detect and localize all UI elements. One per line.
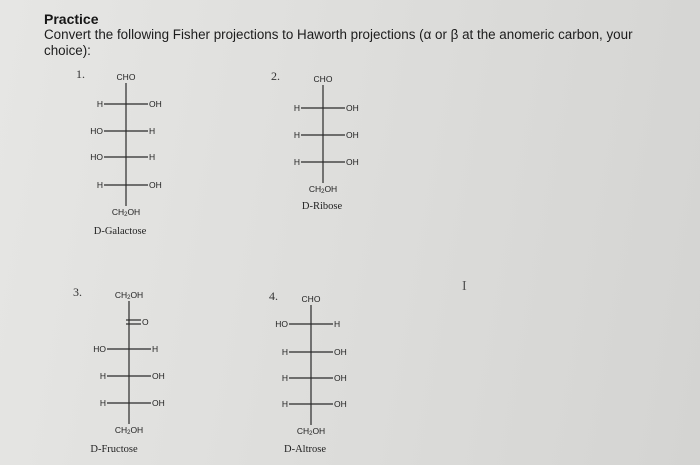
problem-number: 4. xyxy=(269,289,278,303)
top-group-label: $CH_2OH$ xyxy=(114,290,144,301)
left-substituent-label: H xyxy=(281,373,288,383)
right-substituent-label: H xyxy=(149,152,156,162)
problem-number: 2. xyxy=(271,69,280,83)
right-substituent-label: OH xyxy=(346,130,359,140)
right-substituent-label: OH xyxy=(346,157,359,167)
left-substituent-label: HO xyxy=(93,344,106,354)
left-substituent-label: H xyxy=(281,399,288,409)
page-title: Practice xyxy=(44,11,99,27)
problem-number: 1. xyxy=(76,67,85,81)
top-group-label: CHO xyxy=(301,294,321,304)
right-substituent-label: OH xyxy=(334,373,347,383)
sugar-name: D-Galactose xyxy=(93,226,147,237)
instructions-text: Convert the following Fisher projections to Haworth projections (α or β at the anomeric carbon, your choice): xyxy=(44,27,633,58)
left-substituent-label: HO xyxy=(90,152,103,162)
right-substituent-label: OH xyxy=(152,371,165,381)
right-substituent-label: OH xyxy=(334,399,347,409)
top-group-label: CHO xyxy=(116,72,136,82)
sugar-name: D-Fructose xyxy=(90,444,138,455)
left-substituent-label: HO xyxy=(275,319,288,329)
left-substituent-label: H xyxy=(293,103,300,113)
left-substituent-label: H xyxy=(96,99,103,109)
right-substituent-label: OH xyxy=(149,180,162,190)
left-substituent-label: H xyxy=(99,398,106,408)
left-substituent-label: H xyxy=(96,180,103,190)
text-cursor-icon: I xyxy=(462,279,467,294)
problem-number: 3. xyxy=(73,285,82,299)
right-substituent-label: H xyxy=(152,344,159,354)
sugar-name: D-Ribose xyxy=(301,201,343,212)
carbonyl-oxygen-label: O xyxy=(142,317,149,327)
left-substituent-label: HO xyxy=(90,126,103,136)
top-group-label: CHO xyxy=(313,74,333,84)
left-substituent-label: H xyxy=(293,157,300,167)
right-substituent-label: OH xyxy=(346,103,359,113)
left-substituent-label: H xyxy=(99,371,106,381)
right-substituent-label: OH xyxy=(152,398,165,408)
bottom-group-label: $CH_2OH$ xyxy=(296,426,326,437)
bottom-group-label: $CH_2OH$ xyxy=(308,184,338,195)
left-substituent-label: H xyxy=(281,347,288,357)
left-substituent-label: H xyxy=(293,130,300,140)
right-substituent-label: H xyxy=(149,126,156,136)
right-substituent-label: H xyxy=(334,319,341,329)
bottom-group-label: $CH_2OH$ xyxy=(114,425,144,436)
right-substituent-label: OH xyxy=(334,347,347,357)
bottom-group-label: $CH_2OH$ xyxy=(111,207,141,218)
right-substituent-label: OH xyxy=(149,99,162,109)
sugar-name: D-Altrose xyxy=(284,444,326,455)
